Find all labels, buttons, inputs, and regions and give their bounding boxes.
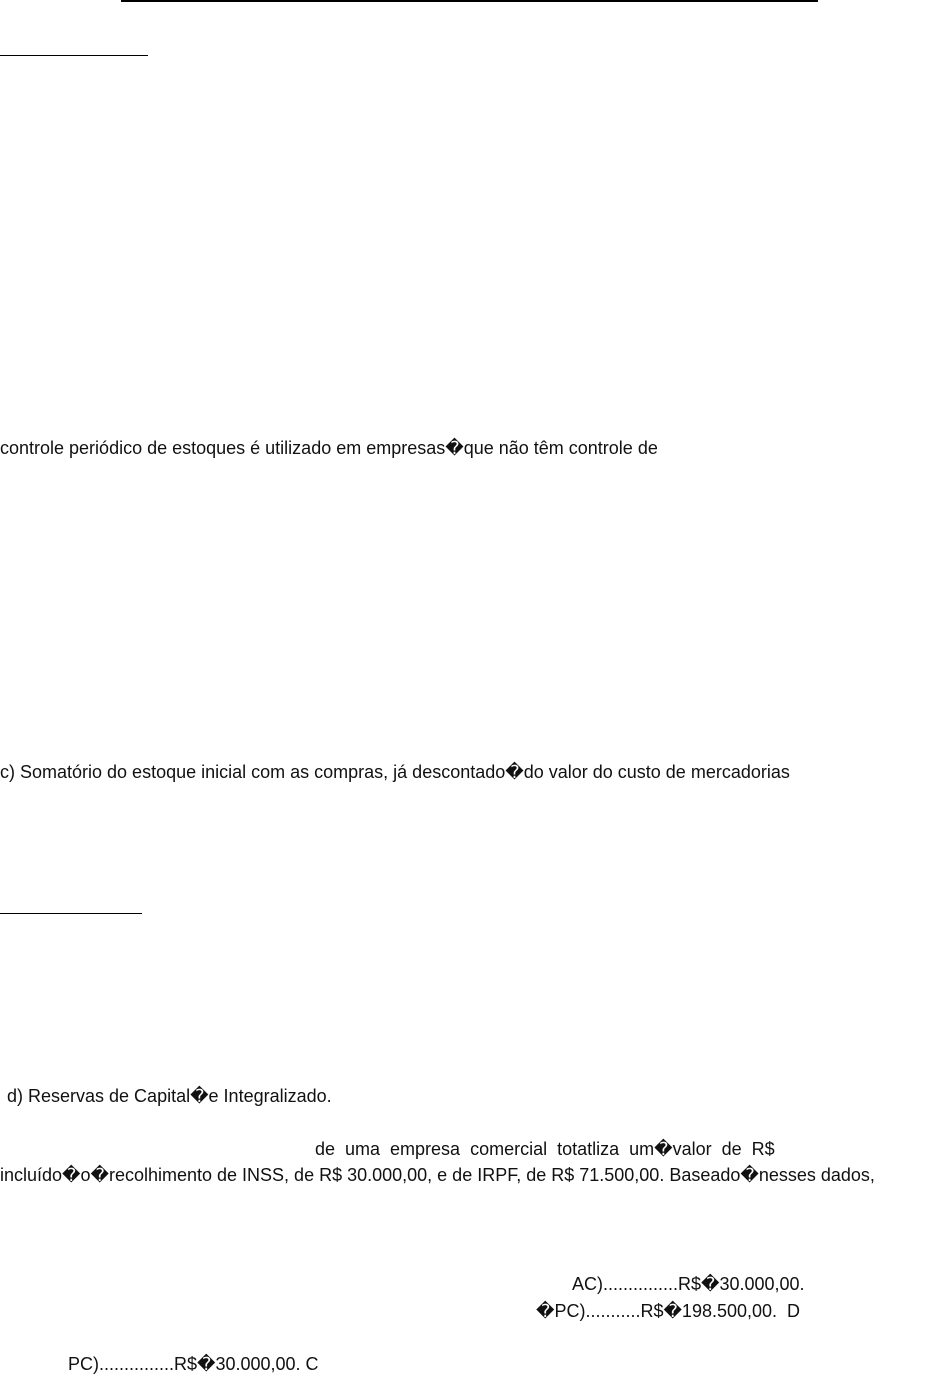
text-line-empresa-comercial: de uma empresa comercial totatliza um�valor de R$ [315,1139,775,1159]
section-underline-2 [0,913,142,914]
text-line-ac-value: AC)...............R$�30.000,00. [572,1274,805,1294]
text-line-option-d: d) Reservas de Capital�e Integralizado. [7,1086,332,1106]
text-line-controle: controle periódico de estoques é utilizado em empresas�que não têm controle de [0,438,658,458]
section-underline-1 [0,55,148,56]
text-line-pc-value-c: PC)...............R$�30.000,00. C [68,1354,319,1374]
top-rule [121,0,818,2]
text-line-inss-irpf: incluído�o�recolhimento de INSS, de R$ 30.000,00, e de IRPF, de R$ 71.500,00. Baseado�nesses dados, [0,1165,875,1185]
text-line-option-c: c) Somatório do estoque inicial com as compras, já descontado�do valor do custo de mercadorias [0,762,790,782]
text-line-pc-value-d: �PC)...........R$�198.500,00. D [536,1301,801,1321]
